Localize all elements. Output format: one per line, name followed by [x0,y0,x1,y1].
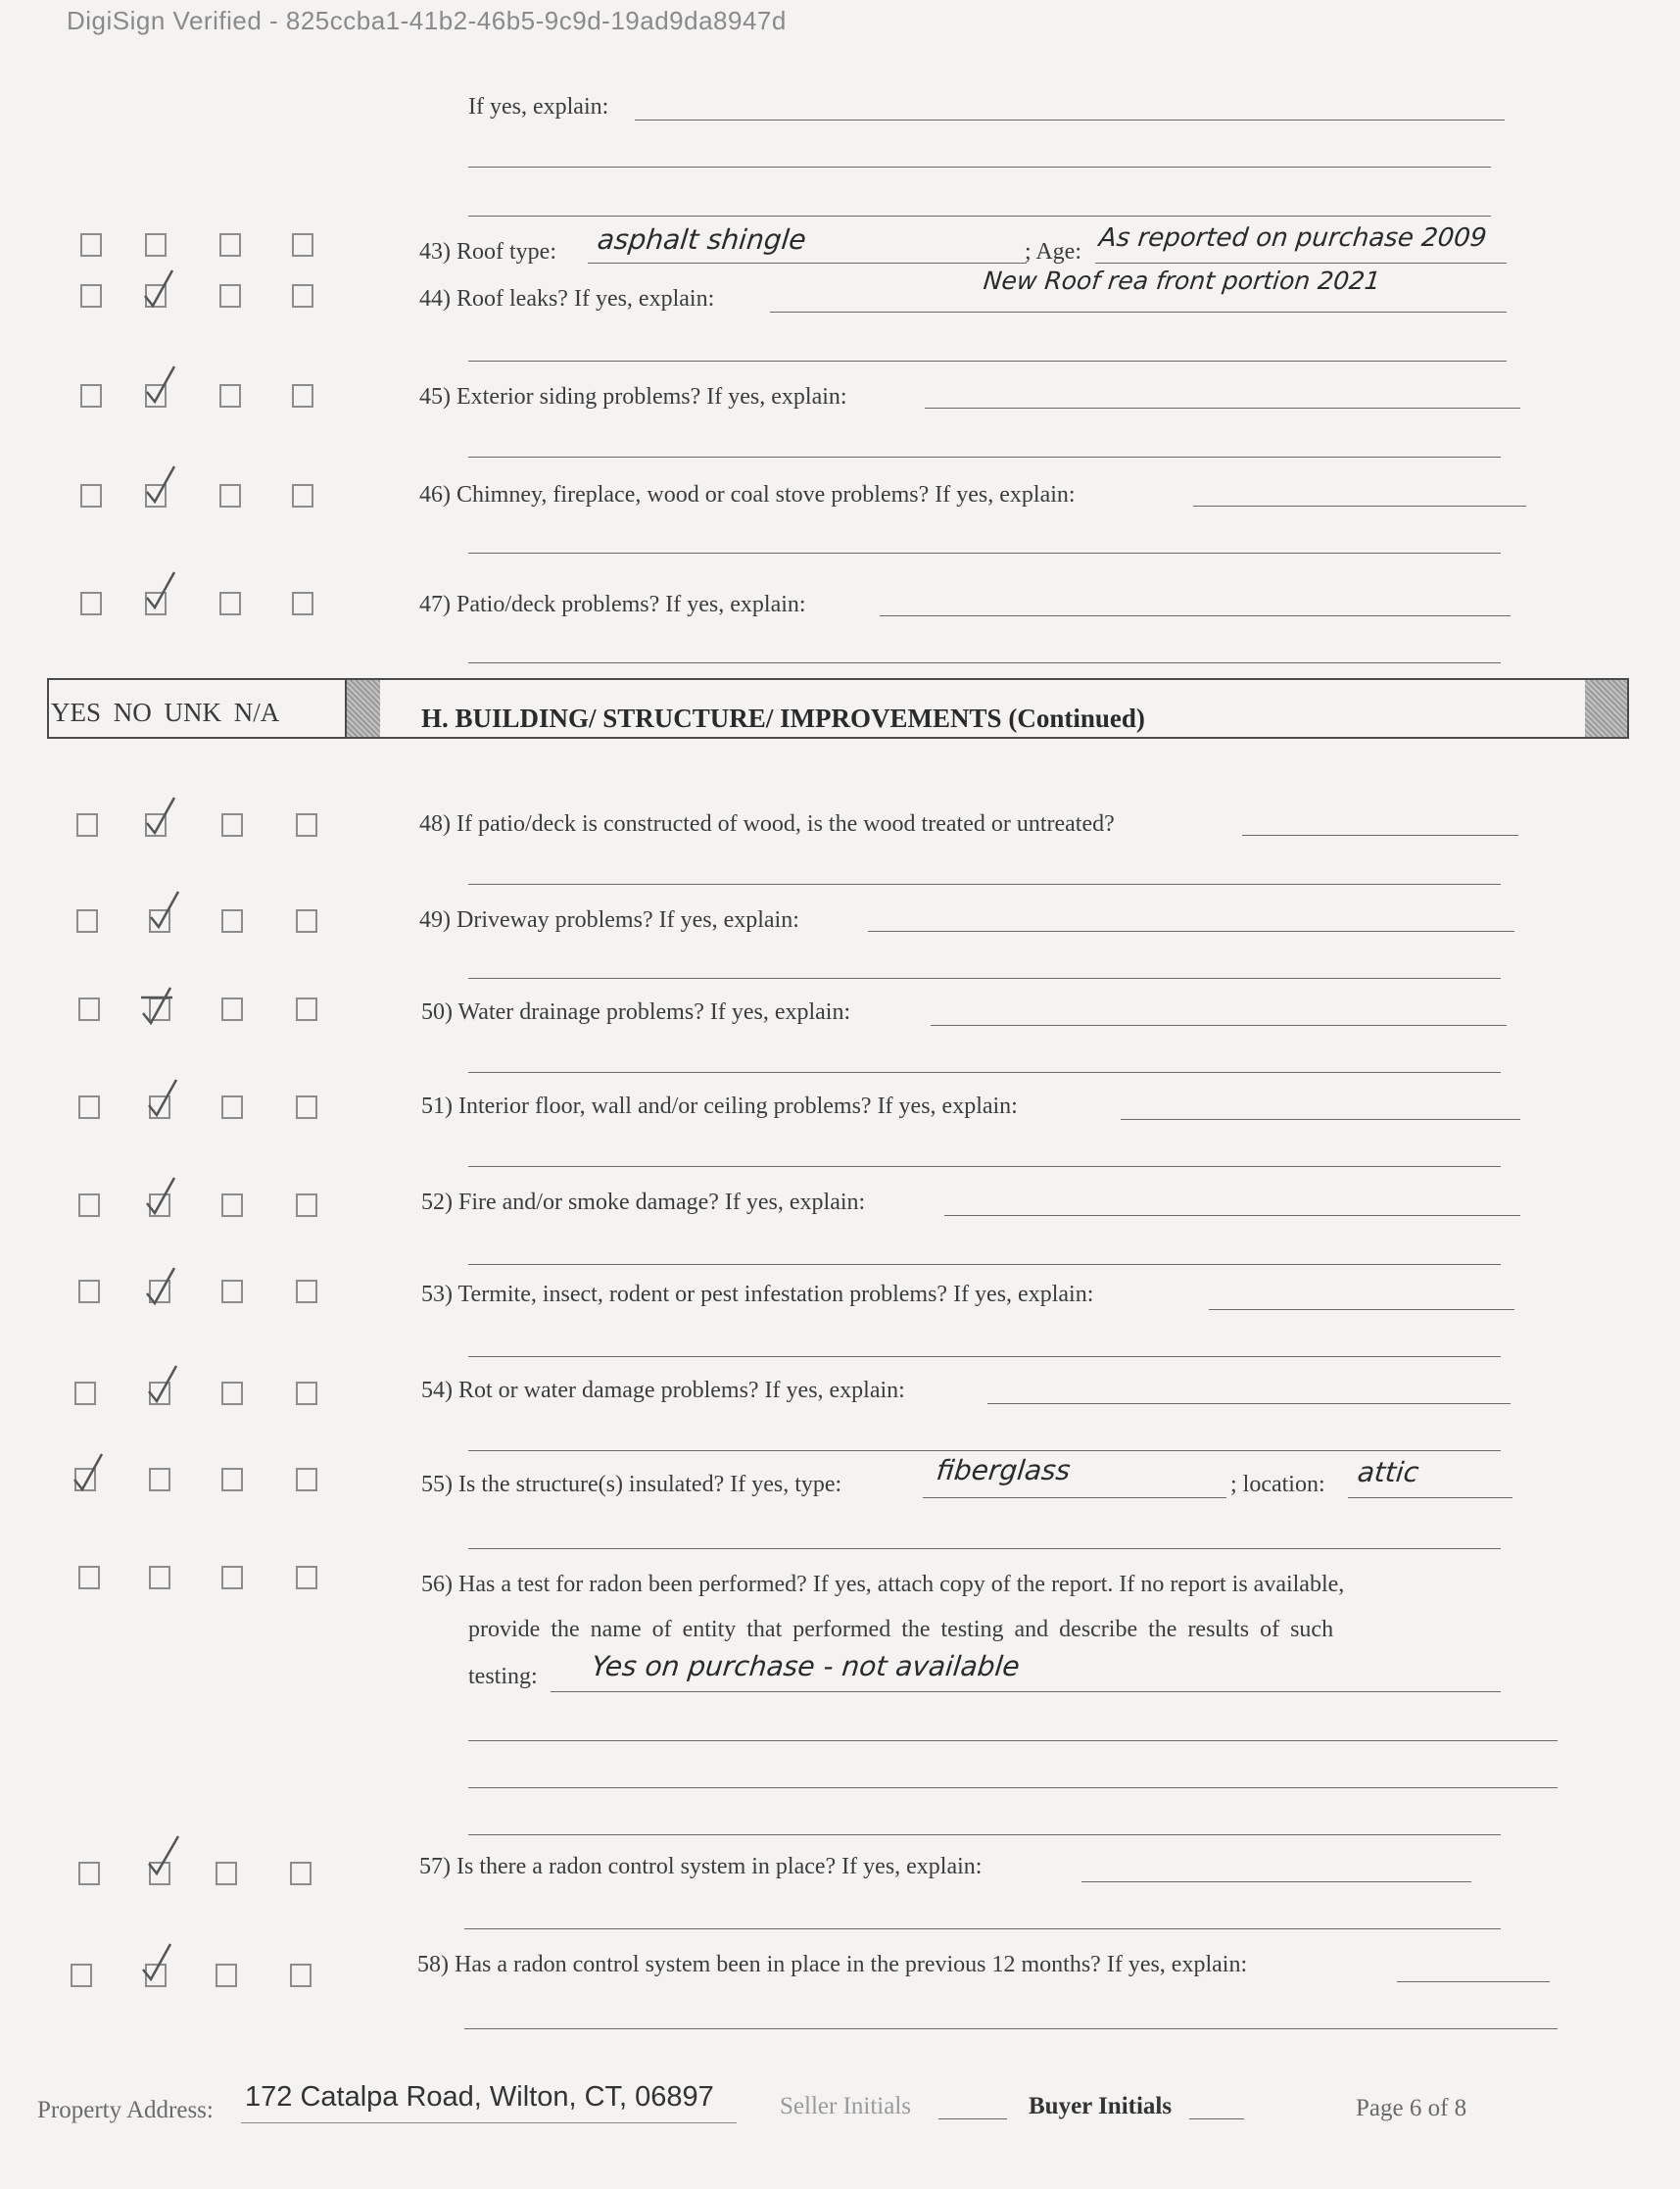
q57-yes-checkbox[interactable] [78,1862,100,1885]
q45-unk-checkbox[interactable] [219,384,241,408]
q52-line-1[interactable] [944,1215,1520,1216]
q46-na-checkbox[interactable] [292,484,313,508]
q55-no-checkbox[interactable] [149,1468,170,1491]
q42-line-2[interactable] [468,167,1491,168]
q43-unk-checkbox[interactable] [219,233,241,257]
q42-line-1[interactable] [635,120,1505,121]
q52-na-checkbox[interactable] [296,1193,317,1217]
q47-no-checkbox[interactable] [145,592,167,615]
q49-label: 49) Driveway problems? If yes, explain: [419,907,799,933]
q43-na-checkbox[interactable] [292,233,313,257]
q58-na-checkbox[interactable] [290,1964,312,1987]
q44-line-2[interactable] [468,361,1507,362]
q56-yes-checkbox[interactable] [78,1566,100,1589]
q50-na-checkbox[interactable] [296,997,317,1021]
q56-line-1[interactable] [551,1691,1501,1692]
property-address-value: 172 Catalpa Road, Wilton, CT, 06897 [245,2081,714,2113]
q54-no-checkbox[interactable] [149,1382,170,1405]
q45-line-2[interactable] [468,457,1501,458]
q51-label: 51) Interior floor, wall and/or ceiling problems? If yes, explain: [421,1094,1018,1119]
q51-line-1[interactable] [1121,1119,1520,1120]
q53-unk-checkbox[interactable] [221,1280,243,1303]
q53-line-1[interactable] [1209,1309,1514,1310]
q56-line-2[interactable] [468,1740,1558,1741]
q56-text-line3: testing: [468,1664,538,1689]
q57-na-checkbox[interactable] [290,1862,312,1885]
q47-label: 47) Patio/deck problems? If yes, explain: [419,592,806,617]
q49-yes-checkbox[interactable] [76,909,98,933]
q47-unk-checkbox[interactable] [219,592,241,615]
q52-no-checkbox[interactable] [149,1193,170,1217]
q43-age-value: As reported on purchase 2009 [1097,223,1488,253]
q55-type-value: fiberglass [935,1454,1073,1486]
q58-no-checkbox[interactable] [145,1964,167,1987]
q52-unk-checkbox[interactable] [221,1193,243,1217]
q48-line-2[interactable] [468,884,1501,885]
q43-roof-type-line[interactable] [588,263,1027,264]
header-columns-label: YES NO UNK N/A [51,698,280,727]
section-title: H. BUILDING/ STRUCTURE/ IMPROVEMENTS (Continued) [421,704,1145,733]
q50-line-1[interactable] [931,1025,1507,1026]
q50-unk-checkbox[interactable] [221,997,243,1021]
q52-label: 52) Fire and/or smoke damage? If yes, explain: [421,1190,866,1215]
q49-unk-checkbox[interactable] [221,909,243,933]
q48-label: 48) If patio/deck is constructed of wood, is the wood treated or untreated? [419,811,1115,837]
seller-initials-line[interactable] [938,2118,1007,2119]
q48-line-1[interactable] [1242,835,1518,836]
q48-yes-checkbox[interactable] [76,813,98,837]
q45-yes-checkbox[interactable] [80,384,102,408]
q43-no-checkbox[interactable] [145,233,167,257]
q57-label: 57) Is there a radon control system in place? If yes, explain: [419,1854,983,1879]
q48-no-checkbox[interactable] [145,813,167,837]
q54-line-2[interactable] [468,1450,1501,1451]
q42-if-yes-label: If yes, explain: [468,94,609,120]
q42-line-3[interactable] [468,216,1491,217]
q54-yes-checkbox[interactable] [74,1382,96,1405]
q45-label: 45) Exterior siding problems? If yes, explain: [419,384,847,410]
q56-unk-checkbox[interactable] [221,1566,243,1589]
q51-na-checkbox[interactable] [296,1095,317,1119]
q45-line-1[interactable] [925,408,1520,409]
q57-line-2[interactable] [464,1928,1501,1929]
q44-na-checkbox[interactable] [292,284,313,308]
q45-na-checkbox[interactable] [292,384,313,408]
q52-line-2[interactable] [468,1264,1501,1265]
q58-line-1[interactable] [1397,1981,1550,1982]
q50-yes-checkbox[interactable] [78,997,100,1021]
q44-yes-checkbox[interactable] [80,284,102,308]
q44-line-1[interactable] [770,312,1507,313]
header-shade-left [345,680,380,737]
q43-age-label: ; Age: [1025,239,1081,265]
q56-no-checkbox[interactable] [149,1566,170,1589]
q56-text-line1: 56) Has a test for radon been performed? If yes, attach copy of the report. If no report is available, [421,1572,1345,1597]
q46-line-1[interactable] [1193,506,1526,507]
q53-line-2[interactable] [468,1356,1501,1357]
q43-yes-checkbox[interactable] [80,233,102,257]
q47-yes-checkbox[interactable] [80,592,102,615]
property-address-line[interactable] [241,2122,737,2123]
q55-location-line[interactable] [1348,1497,1512,1498]
page-number: Page 6 of 8 [1356,2095,1467,2121]
q54-na-checkbox[interactable] [296,1382,317,1405]
q55-location-value: attic [1356,1456,1421,1488]
q50-label: 50) Water drainage problems? If yes, explain: [421,999,851,1025]
q51-line-2[interactable] [468,1166,1501,1167]
header-divider [345,680,347,737]
seller-initials-label: Seller Initials [780,2093,911,2119]
digisign-watermark: DigiSign Verified - 825ccba1-41b2-46b5-9c9d-19ad9da8947d [67,6,787,35]
q58-yes-checkbox[interactable] [71,1964,92,1987]
q54-label: 54) Rot or water damage problems? If yes, explain: [421,1378,905,1403]
q58-line-2[interactable] [464,2028,1558,2029]
q46-yes-checkbox[interactable] [80,484,102,508]
q52-yes-checkbox[interactable] [78,1193,100,1217]
q58-unk-checkbox[interactable] [216,1964,237,1987]
q56-line-3[interactable] [468,1787,1558,1788]
q46-no-checkbox[interactable] [145,484,167,508]
q58-label: 58) Has a radon control system been in place in the previous 12 months? If yes, explain: [417,1952,1248,1977]
q56-testing-value: Yes on purchase - not available [590,1650,1022,1682]
q43-roof-type-value: asphalt shingle [596,223,808,256]
header-shade-right [1585,680,1627,737]
q48-na-checkbox[interactable] [296,813,317,837]
q55-na-checkbox[interactable] [296,1468,317,1491]
property-address-label: Property Address: [37,2097,214,2123]
q53-no-checkbox[interactable] [149,1280,170,1303]
q49-line-2[interactable] [468,978,1501,979]
q56-na-checkbox[interactable] [296,1566,317,1589]
q55-yes-checkbox[interactable] [74,1468,96,1491]
q57-no-checkbox[interactable] [149,1862,170,1885]
q44-value: New Roof rea front portion 2021 [982,267,1382,295]
buyer-initials-label: Buyer Initials [1029,2093,1173,2119]
q47-line-2[interactable] [468,662,1501,663]
q47-line-1[interactable] [880,615,1511,616]
q49-no-checkbox[interactable] [149,909,170,933]
q55-unk-checkbox[interactable] [221,1468,243,1491]
q55-label: 55) Is the structure(s) insulated? If yes, type: [421,1472,842,1497]
q50-line-2[interactable] [468,1072,1501,1073]
q44-no-checkbox[interactable] [145,284,167,308]
q55-location-label: ; location: [1230,1472,1325,1497]
q57-line-1[interactable] [1081,1881,1471,1882]
q47-na-checkbox[interactable] [292,592,313,615]
q51-yes-checkbox[interactable] [78,1095,100,1119]
q56-line-4[interactable] [468,1834,1501,1835]
q55-type-line[interactable] [923,1497,1226,1498]
q54-line-1[interactable] [987,1403,1511,1404]
q46-line-2[interactable] [468,553,1501,554]
q44-unk-checkbox[interactable] [219,284,241,308]
q50-no-checkbox[interactable] [149,997,170,1021]
q53-yes-checkbox[interactable] [78,1280,100,1303]
buyer-initials-line[interactable] [1189,2118,1244,2119]
q44-label: 44) Roof leaks? If yes, explain: [419,286,715,312]
q56-text-line2: provide the name of entity that performed the testing and describe the results of such [468,1617,1334,1642]
q43-age-line[interactable] [1095,263,1507,264]
q45-no-checkbox[interactable] [145,384,167,408]
q46-unk-checkbox[interactable] [219,484,241,508]
q51-unk-checkbox[interactable] [221,1095,243,1119]
q49-line-1[interactable] [868,931,1514,932]
q53-label: 53) Termite, insect, rodent or pest infestation problems? If yes, explain: [421,1282,1094,1307]
q55-line-2[interactable] [468,1548,1501,1549]
q43-label: 43) Roof type: [419,239,556,265]
q49-na-checkbox[interactable] [296,909,317,933]
q53-na-checkbox[interactable] [296,1280,317,1303]
q51-no-checkbox[interactable] [149,1095,170,1119]
q54-unk-checkbox[interactable] [221,1382,243,1405]
q57-unk-checkbox[interactable] [216,1862,237,1885]
q46-label: 46) Chimney, fireplace, wood or coal stove problems? If yes, explain: [419,482,1076,508]
q48-unk-checkbox[interactable] [221,813,243,837]
